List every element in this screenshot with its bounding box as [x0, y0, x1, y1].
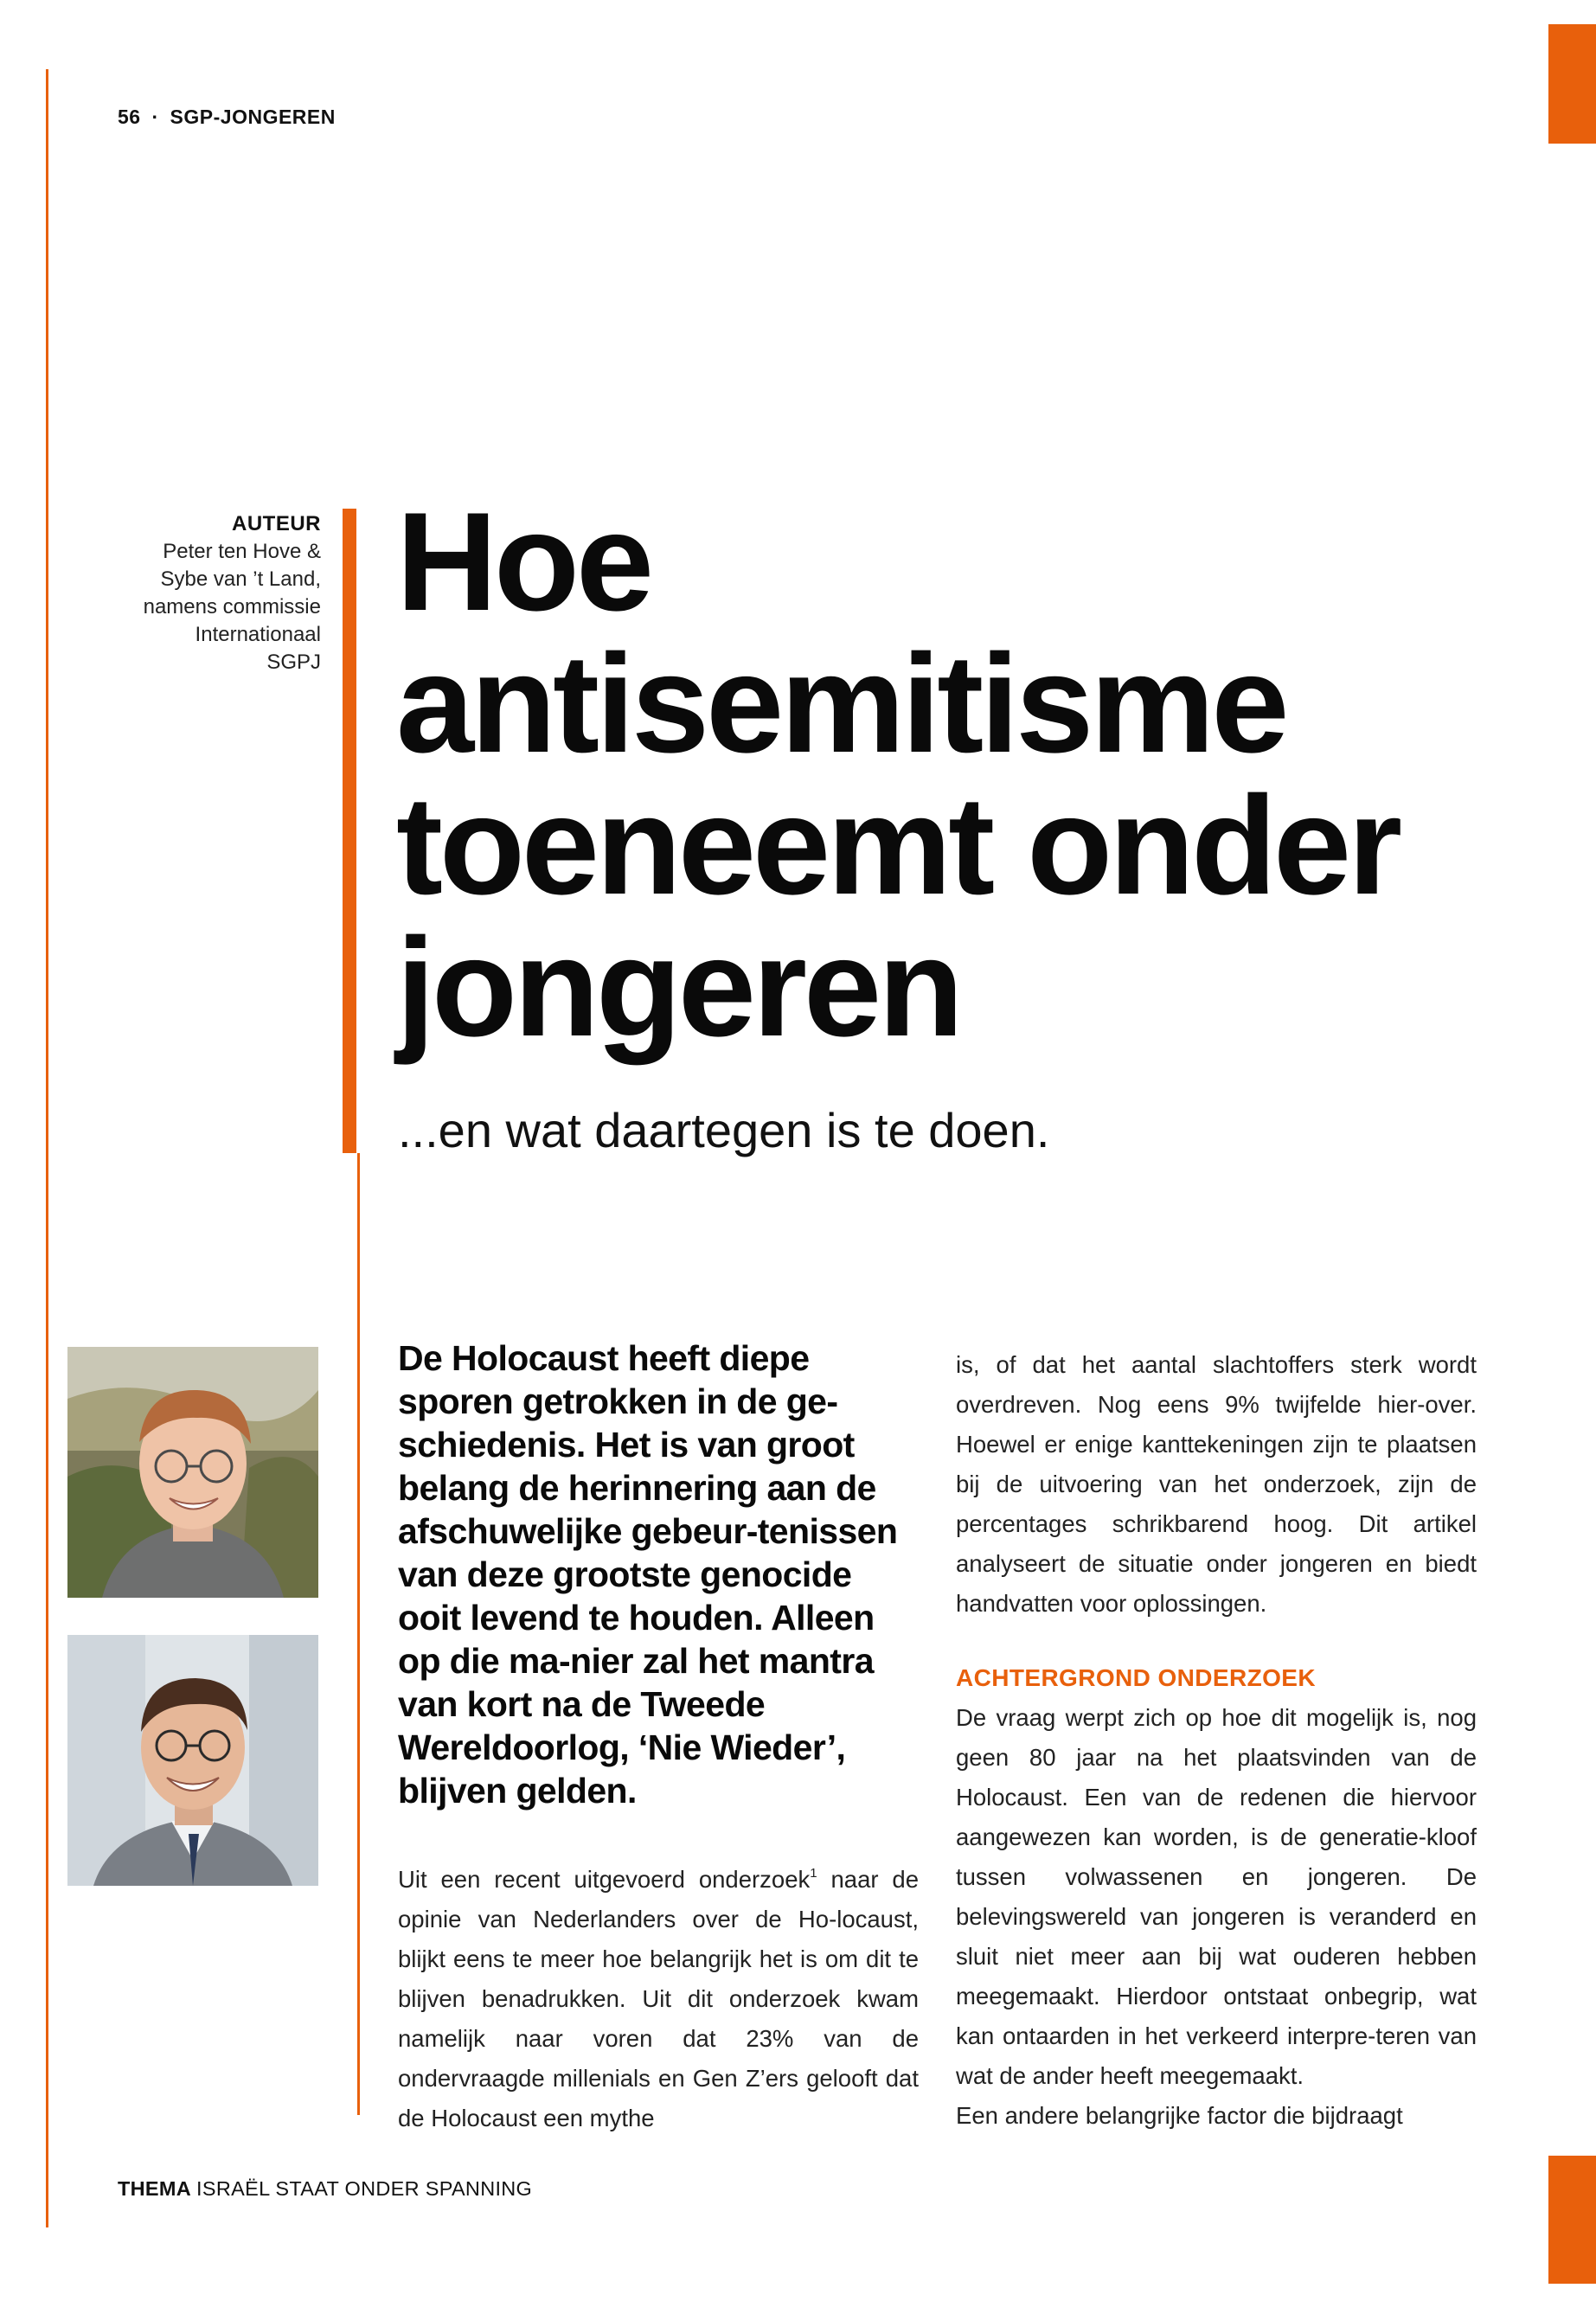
running-head	[118, 106, 336, 129]
author-line: Internationaal	[195, 623, 321, 646]
title-line: antisemitisme	[396, 625, 1286, 782]
body-column-right	[956, 1345, 1477, 2136]
title-line: Hoe	[396, 484, 651, 640]
footer-label: THEMA	[118, 2177, 192, 2200]
body-paragraph	[398, 1860, 919, 2138]
title-line: toeneemt onder	[396, 767, 1400, 924]
author-block	[96, 510, 321, 676]
body-paragraph: De vraag werpt zich op hoe dit mogelijk is, nog geen 80 jaar na het plaatsvinden van de Holocaust. Een van de redenen die hiervoor aangewezen kan worden, is de generatie-kloof tussen volwassenen en jongeren. De belevingswereld van jongeren is veranderd en sluit niet meer aan bij wat ouderen hebben meegemaakt. Hierdoor ontstaat onbegrip, wat kan ontaarden in het verkeerd interpre-teren van wat de ander heeft meegemaakt.	[956, 1704, 1477, 2089]
footer-theme: ISRAËL STAAT ONDER SPANNING	[196, 2177, 533, 2200]
page-number: 56	[118, 106, 141, 128]
title-line: jongeren	[396, 909, 961, 1066]
running-head-separator: ·	[151, 106, 159, 128]
author-line: SGPJ	[266, 651, 321, 674]
article-title	[396, 484, 1547, 1066]
author-line: namens commissie	[143, 595, 321, 619]
body-column-left	[398, 1860, 919, 2138]
author-photo-sybe	[67, 1635, 318, 1886]
margin-rule	[46, 69, 48, 2227]
magazine-section: SGP-JONGEREN	[170, 106, 336, 128]
page-footer	[118, 2177, 532, 2201]
author-label: AUTEUR	[232, 512, 321, 535]
page-tab-top	[1548, 24, 1596, 144]
article-intro: De Holocaust heeft diepe sporen getrokken in de ge-schiedenis. Het is van groot belang de herinnering aan de afschuwelijke gebeur-tenissen van deze grootste genocide ooit levend te houden. Alleen op die ma-nier zal het mantra van kort na de Tweede Wereldoorlog, ‘Nie Wieder’, blijven gelden.	[398, 1338, 898, 1811]
body-text-segment: Uit een recent uitgevoerd onderzoek	[398, 1866, 811, 1893]
page-tab-bottom	[1548, 2156, 1596, 2284]
body-paragraph: is, of dat het aantal slachtoffers sterk wordt overdreven. Nog eens 9% twijfelde hier-over. Hoewel er enige kanttekeningen zijn te plaatsen bij de uitvoering van het onderzoek, zijn de percentages schrikbarend hoog. Dit artikel analyseert de situatie onder jongeren en biedt handvatten voor oplossingen.	[956, 1351, 1477, 1617]
body-text-segment: naar de opinie van Nederlanders over de Ho-locaust, blijkt eens te meer hoe belangrijk het is om dit te blijven benadrukken. Uit dit onderzoek kwam namelijk naar voren dat 23% van de ondervraagde millenials en Gen Z’ers gelooft dat de Holocaust een mythe	[398, 1866, 919, 2131]
section-heading: ACHTERGROND ONDERZOEK	[956, 1664, 1316, 1691]
article-subtitle: ...en wat daartegen is te doen.	[398, 1103, 1050, 1157]
author-line: Peter ten Hove &	[163, 540, 321, 563]
column-rule	[357, 1153, 360, 2115]
title-accent-bar	[343, 509, 356, 1153]
author-photo-peter	[67, 1347, 318, 1598]
body-paragraph: Een andere belangrijke factor die bijdraagt	[956, 2102, 1403, 2129]
author-line: Sybe van ’t Land,	[160, 567, 321, 591]
footnote-marker[interactable]: 1	[810, 1865, 817, 1881]
